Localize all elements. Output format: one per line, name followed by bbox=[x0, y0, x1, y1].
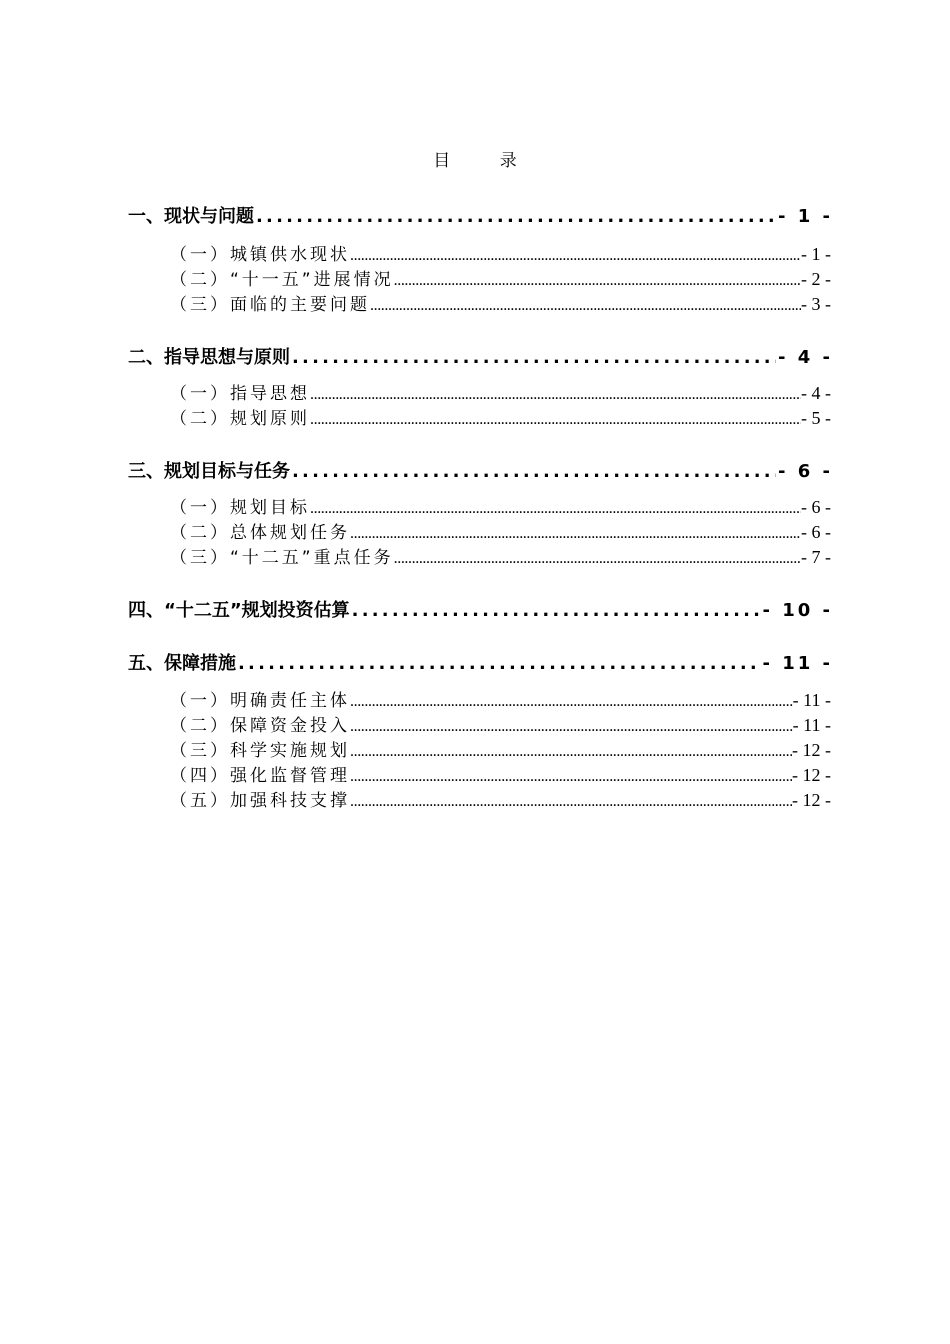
dot-leader bbox=[350, 718, 793, 736]
toc-page-number: - 6 - bbox=[801, 522, 831, 542]
toc-item-5-3[interactable] bbox=[170, 736, 831, 761]
toc-section-1[interactable] bbox=[128, 202, 833, 228]
toc-item-label: （二）“十一五”进展情况 bbox=[170, 270, 394, 290]
toc-item-label: （五）加强科技支撑 bbox=[170, 791, 350, 811]
dot-leader bbox=[292, 347, 776, 368]
toc-section-2[interactable] bbox=[128, 343, 833, 369]
dot-leader bbox=[310, 386, 801, 404]
toc-item-label: （四）强化监督管理 bbox=[170, 766, 350, 786]
dot-leader bbox=[310, 500, 801, 518]
toc-section-label: 四、“十二五”规划投资估算 bbox=[128, 600, 350, 621]
toc-item-1-3[interactable] bbox=[170, 290, 831, 315]
toc-item-3-1[interactable] bbox=[170, 493, 831, 518]
dot-leader bbox=[238, 653, 760, 674]
toc-page-number: - 12 - bbox=[792, 740, 831, 760]
toc-item-label: （一）城镇供水现状 bbox=[170, 245, 350, 265]
dot-leader bbox=[350, 525, 801, 543]
toc-item-label: （二）保障资金投入 bbox=[170, 716, 350, 736]
toc-section-label: 一、现状与问题 bbox=[128, 206, 254, 227]
dot-leader bbox=[350, 247, 801, 265]
toc-page-number: - 6 - bbox=[801, 497, 831, 517]
toc-item-2-1[interactable] bbox=[170, 379, 831, 404]
toc-item-3-2[interactable] bbox=[170, 518, 831, 543]
toc-item-2-2[interactable] bbox=[170, 404, 831, 429]
toc-section-label: 五、保障措施 bbox=[128, 653, 236, 674]
toc-item-label: （一）指导思想 bbox=[170, 384, 310, 404]
toc-page-number: - 11 - bbox=[792, 690, 831, 710]
toc-page-number: - 11 - bbox=[762, 653, 833, 674]
toc-item-label: （二）总体规划任务 bbox=[170, 523, 350, 543]
toc-item-5-4[interactable] bbox=[170, 761, 831, 786]
dot-leader bbox=[370, 297, 801, 315]
dot-leader bbox=[292, 461, 776, 482]
toc-item-3-3[interactable] bbox=[170, 543, 831, 568]
dot-leader bbox=[350, 743, 792, 761]
dot-leader bbox=[310, 411, 801, 429]
dot-leader bbox=[350, 793, 792, 811]
toc-page-number: - 4 - bbox=[801, 383, 831, 403]
dot-leader bbox=[350, 693, 793, 711]
toc-item-5-2[interactable] bbox=[170, 711, 831, 736]
dot-leader bbox=[394, 550, 801, 568]
toc-page-number: - 6 - bbox=[778, 461, 833, 482]
toc-page-number: - 12 - bbox=[792, 790, 831, 810]
toc-title: 目 录 bbox=[433, 151, 539, 171]
toc-section-3[interactable] bbox=[128, 457, 833, 483]
toc-item-1-1[interactable] bbox=[170, 240, 831, 265]
toc-page-number: - 1 - bbox=[778, 206, 833, 227]
dot-leader bbox=[394, 272, 801, 290]
toc-page-number: - 5 - bbox=[801, 408, 831, 428]
toc-page-number: - 11 - bbox=[792, 715, 831, 735]
toc-item-5-1[interactable] bbox=[170, 686, 831, 711]
dot-leader bbox=[352, 600, 761, 621]
toc-section-4[interactable] bbox=[128, 596, 833, 622]
dot-leader bbox=[256, 206, 776, 227]
toc-page-number: - 3 - bbox=[801, 294, 831, 314]
toc-page-number: - 7 - bbox=[801, 547, 831, 567]
toc-item-1-2[interactable] bbox=[170, 265, 831, 290]
toc-item-label: （三）面临的主要问题 bbox=[170, 295, 370, 315]
toc-item-label: （三）科学实施规划 bbox=[170, 741, 350, 761]
toc-item-5-5[interactable] bbox=[170, 786, 831, 811]
toc-section-label: 三、规划目标与任务 bbox=[128, 461, 290, 482]
toc-item-label: （三）“十二五”重点任务 bbox=[170, 548, 394, 568]
toc-item-label: （一）规划目标 bbox=[170, 498, 310, 518]
toc-item-label: （一）明确责任主体 bbox=[170, 691, 350, 711]
toc-page-number: - 4 - bbox=[778, 347, 833, 368]
toc-section-label: 二、指导思想与原则 bbox=[128, 347, 290, 368]
toc-section-5[interactable] bbox=[128, 649, 833, 675]
toc-item-label: （二）规划原则 bbox=[170, 409, 310, 429]
toc-page-number: - 1 - bbox=[801, 244, 831, 264]
toc-page-number: - 12 - bbox=[792, 765, 831, 785]
toc-page-number: - 10 - bbox=[762, 600, 833, 621]
dot-leader bbox=[350, 768, 792, 786]
toc-page-number: - 2 - bbox=[801, 269, 831, 289]
